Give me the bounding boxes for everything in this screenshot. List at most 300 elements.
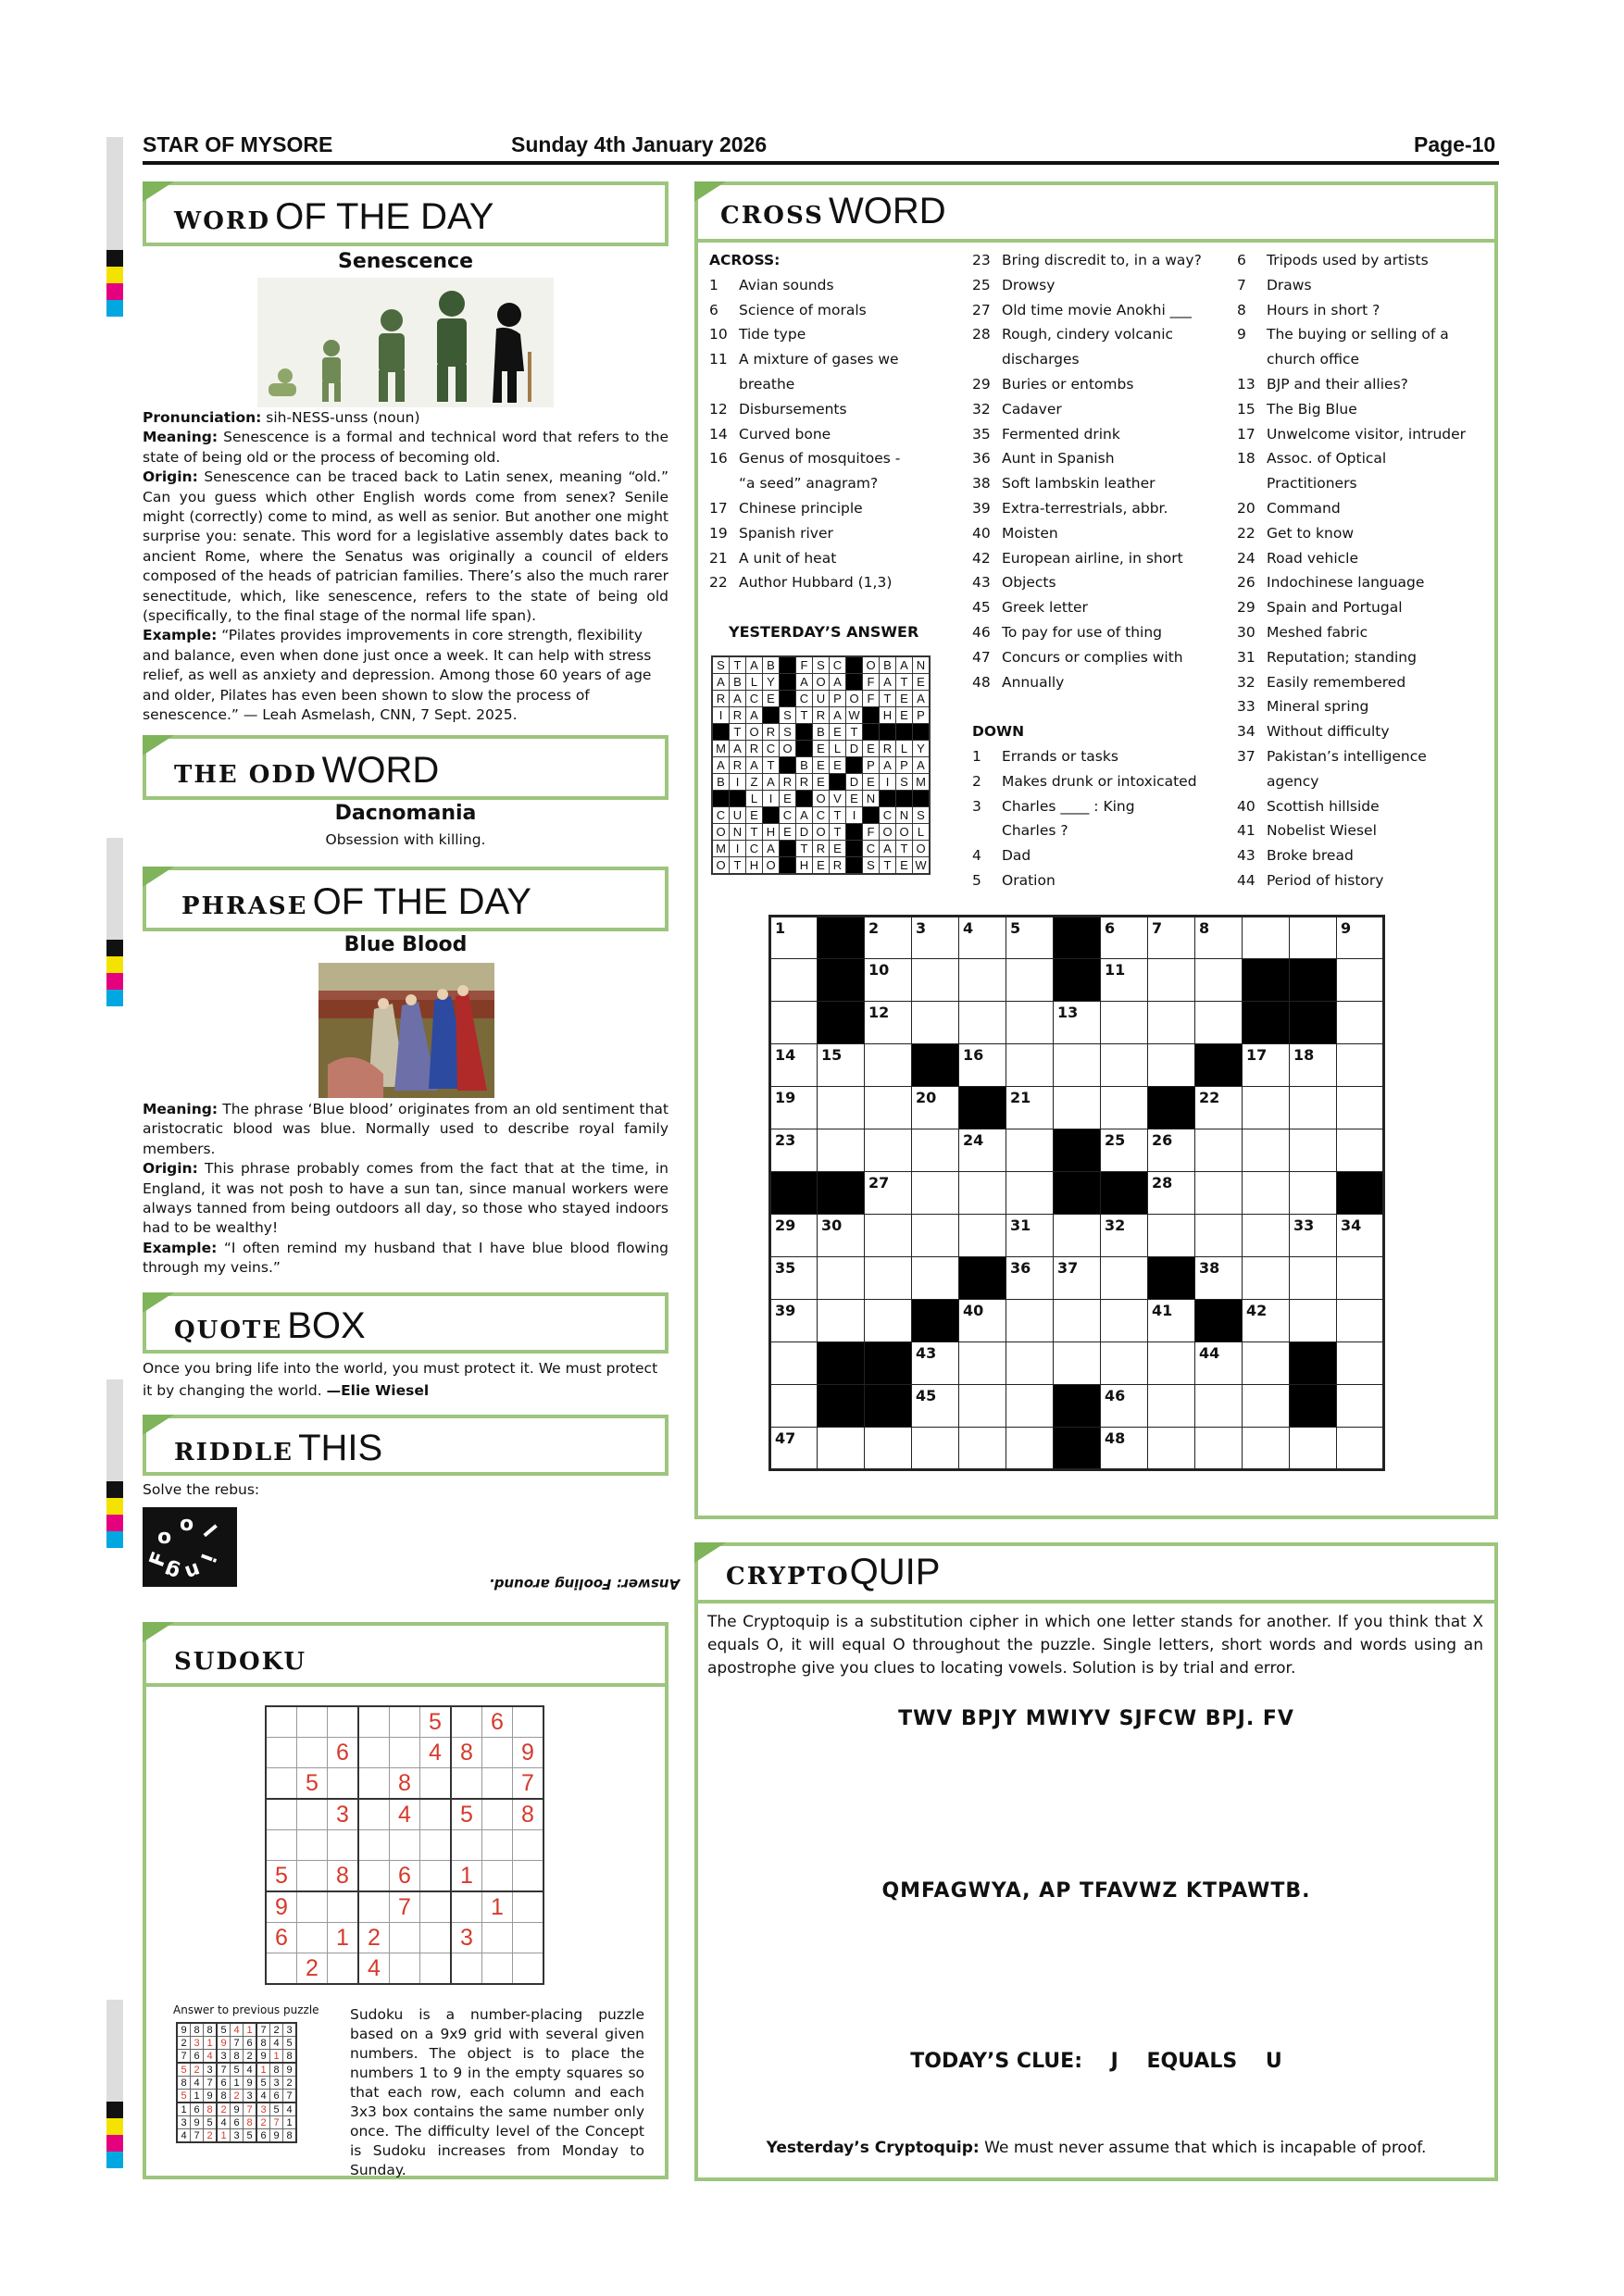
sudoku-cell[interactable]: 4 — [390, 1799, 420, 1830]
clue-row — [1237, 546, 1496, 571]
clue-row — [972, 843, 1222, 868]
sudoku-cell[interactable]: 1 — [451, 1861, 482, 1892]
answer-cell: E — [813, 741, 830, 757]
answer-cell: N — [896, 807, 913, 824]
sudoku-cell[interactable]: 9 — [266, 1891, 297, 1923]
answer-cell: T — [796, 707, 813, 724]
clue-row — [1237, 422, 1496, 447]
sudoku-cell[interactable] — [297, 1923, 328, 1953]
sudoku-cell[interactable] — [266, 1768, 297, 1800]
clue-text: Buries or entombs — [1002, 375, 1134, 393]
clue-number: 4 — [972, 847, 981, 865]
sudoku-cell[interactable] — [390, 1923, 420, 1953]
answer-cell: A — [913, 757, 931, 774]
heading-big: QUIP — [849, 1552, 941, 1592]
cell-number: 2 — [868, 919, 880, 937]
prev-sudoku-cell: 8 — [231, 2050, 244, 2064]
crossword-cell — [1290, 1044, 1337, 1087]
answer-cell: I — [730, 774, 746, 791]
clue-row — [709, 546, 952, 571]
answer-cell: E — [896, 857, 913, 875]
clue-text: Command — [1267, 499, 1341, 517]
sudoku-cell[interactable] — [420, 1891, 452, 1923]
clue-row — [1237, 719, 1496, 744]
clue-row — [972, 248, 1222, 273]
down-label: DOWN — [972, 723, 1025, 741]
crossword-cell — [1148, 1342, 1195, 1385]
crossword-black-cell — [1195, 1300, 1243, 1342]
heading-big: BOX — [287, 1305, 366, 1346]
cell-number: 32 — [1105, 1217, 1126, 1234]
answer-black-cell — [763, 807, 780, 824]
clue-row — [972, 744, 1222, 769]
across-clues-cont — [972, 248, 1222, 893]
clue-number — [972, 347, 1002, 372]
answer-black-cell — [846, 857, 863, 875]
crossword-cell — [959, 1428, 1006, 1470]
sudoku-cell[interactable]: 7 — [513, 1768, 544, 1800]
cell-number: 43 — [916, 1344, 937, 1362]
clue-number: 44 — [1237, 871, 1255, 889]
sudoku-cell[interactable] — [297, 1706, 328, 1738]
answer-cell: M — [712, 741, 730, 757]
answer-cell: E — [830, 841, 846, 857]
answer-cell: E — [813, 757, 830, 774]
prev-sudoku-cell: 9 — [177, 2023, 191, 2037]
clue-text: Scottish hillside — [1267, 797, 1380, 815]
clue-row — [972, 422, 1222, 447]
crossword-cell — [770, 1129, 818, 1172]
clue-text: Pakistan’s intelligence — [1267, 747, 1427, 765]
crossword-cell — [1337, 1087, 1384, 1129]
sudoku-description: Sudoku is a number-placing puzzle based on a 9x9 grid with several given numbers. The object is to place the numbers 1 to 9 in the empty squares so that each row, each column and each 3x3 box contains the same number only once. The difficulty level of the Concept is Sudoku increases from Monday to Sunday. — [350, 2006, 644, 2178]
answer-cell: O — [712, 857, 730, 875]
sudoku-cell[interactable] — [451, 1830, 482, 1861]
sudoku-cell[interactable] — [328, 1706, 359, 1738]
answer-cell: O — [880, 824, 896, 841]
clue-number: 22 — [1237, 524, 1255, 542]
crossword-cell — [1337, 1385, 1384, 1428]
crossword-cell — [1337, 1257, 1384, 1300]
sudoku-cell[interactable] — [358, 1706, 390, 1738]
clue-number: 1 — [972, 747, 981, 765]
sudoku-cell[interactable] — [513, 1891, 544, 1923]
answer-cell: A — [763, 841, 780, 857]
answer-cell: A — [796, 807, 813, 824]
answer-cell: C — [813, 807, 830, 824]
sudoku-cell[interactable]: 8 — [513, 1799, 544, 1830]
sudoku-cell[interactable]: 6 — [390, 1861, 420, 1892]
answer-cell: P — [896, 757, 913, 774]
answer-cell: Y — [763, 674, 780, 691]
sudoku-cell[interactable] — [482, 1799, 513, 1830]
clue-number: 47 — [972, 648, 991, 666]
cell-number: 12 — [868, 1004, 890, 1021]
answer-cell: O — [896, 824, 913, 841]
prev-sudoku-cell: 9 — [256, 2050, 270, 2064]
clue-number — [709, 471, 739, 496]
answer-black-cell — [712, 791, 730, 807]
answer-cell: B — [796, 757, 813, 774]
crossword-cell — [1243, 917, 1290, 959]
crossword-cell — [1101, 1385, 1148, 1428]
sudoku-cell[interactable] — [513, 1830, 544, 1861]
sudoku-cell[interactable] — [451, 1706, 482, 1738]
sudoku-cell[interactable]: 9 — [513, 1738, 544, 1768]
crossword-cell — [1054, 1044, 1101, 1087]
sudoku-cell[interactable] — [451, 1953, 482, 1985]
sudoku-cell[interactable] — [390, 1830, 420, 1861]
yesterday-answer-grid — [711, 655, 931, 875]
sudoku-cell[interactable] — [297, 1799, 328, 1830]
sudoku-cell[interactable]: 5 — [451, 1799, 482, 1830]
clue-text: Objects — [1002, 574, 1056, 592]
answer-black-cell — [863, 724, 880, 741]
prev-sudoku-cell: 7 — [191, 2129, 204, 2143]
prev-sudoku-cell: 7 — [231, 2037, 244, 2050]
sudoku-cell[interactable] — [358, 1861, 390, 1892]
crossword-cell — [1243, 1385, 1290, 1428]
sudoku-cell[interactable]: 5 — [266, 1861, 297, 1892]
answer-cell: T — [730, 857, 746, 875]
crossword-cell — [865, 1428, 912, 1470]
answer-black-cell — [896, 724, 913, 741]
sudoku-cell[interactable] — [297, 1738, 328, 1768]
clue-number: 48 — [972, 673, 991, 691]
sudoku-cell[interactable] — [482, 1768, 513, 1800]
cell-number: 17 — [1246, 1046, 1268, 1064]
sudoku-cell[interactable]: 8 — [390, 1768, 420, 1800]
sudoku-cell[interactable] — [358, 1768, 390, 1800]
sudoku-cell[interactable] — [420, 1923, 452, 1953]
sudoku-cell[interactable] — [390, 1706, 420, 1738]
meaning: Senescence is a formal and technical word that refers to the state of being old or the process of becoming old. — [143, 429, 668, 466]
prev-sudoku-cell: 5 — [256, 2077, 270, 2090]
prev-sudoku-cell: 9 — [204, 2090, 218, 2103]
crossword-black-cell — [818, 1002, 865, 1044]
sudoku-cell[interactable]: 3 — [451, 1923, 482, 1953]
clue-text: Charles ____ : King — [1002, 797, 1135, 815]
odd-word: Dacnomania — [334, 802, 477, 825]
clue-text: Oration — [1002, 871, 1056, 889]
sudoku-cell[interactable] — [266, 1706, 297, 1738]
prev-sudoku-cell: 1 — [256, 2063, 270, 2077]
cell-number: 44 — [1199, 1344, 1220, 1362]
sudoku-heading — [143, 1622, 668, 1687]
sudoku-cell[interactable]: 1 — [482, 1891, 513, 1923]
crossword-cell — [1148, 1215, 1195, 1257]
clue-row — [1237, 620, 1496, 645]
answer-cell: E — [913, 674, 931, 691]
sudoku-cell[interactable] — [266, 1738, 297, 1768]
prev-sudoku-cell: 8 — [256, 2037, 270, 2050]
clue-text: Practitioners — [1267, 475, 1357, 493]
clue-number: 33 — [1237, 698, 1255, 716]
clue-text: Indochinese language — [1267, 574, 1425, 592]
sudoku-cell[interactable]: 6 — [482, 1706, 513, 1738]
example-label: Example: — [143, 627, 218, 644]
sudoku-cell[interactable] — [266, 1953, 297, 1985]
answer-cell: R — [763, 724, 780, 741]
answer-cell: O — [763, 857, 780, 875]
sudoku-cell[interactable] — [266, 1830, 297, 1861]
cryptoquip-intro: The Cryptoquip is a substitution cipher in which one letter stands for another. If you think that X equals O, it will equal O throughout the puzzle. Single letters, short words and words using an apostrophe give you clues to locating vowels. Solution is by trial and error. — [707, 1613, 1483, 1678]
riddle-prompt: Solve the rebus: — [143, 1481, 260, 1498]
clue-number: 46 — [972, 623, 991, 641]
sudoku-cell[interactable]: 2 — [358, 1923, 390, 1953]
registration-mark — [106, 838, 123, 1014]
clue-text: Assoc. of Optical — [1267, 450, 1387, 468]
crossword-black-cell — [1195, 1044, 1243, 1087]
sudoku-cell[interactable] — [358, 1738, 390, 1768]
clue-number: 16 — [709, 450, 728, 468]
answer-cell: E — [830, 757, 846, 774]
crossword-cell — [770, 1002, 818, 1044]
sudoku-cell[interactable] — [297, 1891, 328, 1923]
sudoku-cell[interactable]: 5 — [297, 1768, 328, 1800]
sudoku-cell[interactable] — [513, 1861, 544, 1892]
sudoku-cell[interactable] — [328, 1830, 359, 1861]
sudoku-cell[interactable] — [451, 1768, 482, 1800]
sudoku-cell[interactable] — [266, 1799, 297, 1830]
sudoku-cell[interactable] — [420, 1953, 452, 1985]
answer-black-cell — [913, 791, 931, 807]
crossword-cell — [959, 1215, 1006, 1257]
sudoku-cell[interactable] — [482, 1953, 513, 1985]
sudoku-cell[interactable] — [328, 1891, 359, 1923]
rebus-letter: i — [194, 1550, 219, 1566]
answer-cell: O — [863, 656, 880, 674]
crossword-cell — [1290, 1300, 1337, 1342]
clue-text: Errands or tasks — [1002, 747, 1118, 765]
sudoku-cell[interactable] — [358, 1891, 390, 1923]
cell-number: 4 — [963, 919, 974, 937]
cell-number: 3 — [916, 919, 927, 937]
sudoku-cell[interactable] — [451, 1891, 482, 1923]
crossword-cell — [770, 959, 818, 1002]
crossword-cell — [1006, 1300, 1054, 1342]
odd-word-meaning: Obsession with killing. — [325, 831, 486, 848]
answer-black-cell — [830, 774, 846, 791]
prev-sudoku-cell: 5 — [177, 2063, 191, 2077]
sudoku-cell[interactable] — [482, 1738, 513, 1768]
prev-sudoku-cell: 5 — [217, 2023, 231, 2037]
registration-mark — [106, 2000, 123, 2176]
rebus-letter: o — [157, 1526, 172, 1549]
prev-sudoku-cell: 4 — [204, 2050, 218, 2064]
prev-sudoku-cell: 4 — [256, 2090, 270, 2103]
meaning-label: Meaning: — [143, 1101, 219, 1117]
prev-sudoku-cell: 2 — [244, 2050, 257, 2064]
answer-cell: E — [896, 691, 913, 707]
crossword-cell — [959, 1044, 1006, 1087]
sudoku-cell[interactable] — [420, 1799, 452, 1830]
crossword-cell — [865, 1257, 912, 1300]
answer-cell: F — [863, 824, 880, 841]
clue-text: Annually — [1002, 673, 1065, 691]
clue-number — [1237, 769, 1267, 794]
crossword-cell — [1243, 1300, 1290, 1342]
sudoku-cell[interactable]: 6 — [266, 1923, 297, 1953]
sudoku-cell[interactable] — [513, 1706, 544, 1738]
clue-number: 12 — [709, 400, 728, 418]
cell-number: 30 — [821, 1217, 843, 1234]
prev-sudoku-cell: 9 — [283, 2063, 297, 2077]
example: “Pilates provides improvements in core strength, flexibility and balance, even when done just once a week. It can help with stress relief, as well as anxiety and depression. Among those 60 years of age and older, Pilates has even been shown to slow the process of senescence.” — Leah Asmelash, CNN, 7 Sept. 2025. — [143, 627, 652, 724]
aging-figures-image — [257, 278, 554, 407]
clue-row — [1237, 496, 1496, 521]
answer-cell: P — [913, 707, 931, 724]
crossword-cell — [865, 1215, 912, 1257]
clue-text: Tide type — [739, 326, 806, 343]
heading-big: WORD — [321, 750, 440, 791]
sudoku-cell[interactable] — [513, 1953, 544, 1985]
crossword-cell — [1101, 1300, 1148, 1342]
sudoku-cell[interactable] — [482, 1830, 513, 1861]
answer-cell: R — [746, 741, 763, 757]
sudoku-cell[interactable] — [297, 1830, 328, 1861]
sudoku-cell[interactable]: 4 — [420, 1738, 452, 1768]
prev-sudoku-cell: 6 — [244, 2037, 257, 2050]
crossword-cell — [818, 1300, 865, 1342]
clue-text: To pay for use of thing — [1002, 623, 1163, 641]
sudoku-cell[interactable] — [328, 1953, 359, 1985]
prev-sudoku-cell: 3 — [191, 2037, 204, 2050]
sudoku-cell[interactable] — [297, 1861, 328, 1892]
crossword-cell — [1243, 1428, 1290, 1470]
answer-cell: L — [896, 741, 913, 757]
crossword-cell — [1006, 1257, 1054, 1300]
clue-row — [1237, 645, 1496, 670]
prev-sudoku-cell: 8 — [217, 2090, 231, 2103]
sudoku-cell[interactable] — [482, 1861, 513, 1892]
crossword-black-cell — [818, 1172, 865, 1215]
clue-row — [972, 298, 1222, 323]
prev-sudoku-cell: 7 — [217, 2063, 231, 2077]
sudoku-cell[interactable]: 7 — [390, 1891, 420, 1923]
clue-number: 30 — [1237, 623, 1255, 641]
answer-black-cell — [846, 656, 863, 674]
sudoku-cell[interactable] — [420, 1830, 452, 1861]
crossword-cell — [1101, 1428, 1148, 1470]
prev-sudoku-cell: 7 — [283, 2090, 297, 2103]
answer-cell: T — [730, 724, 746, 741]
sudoku-cell[interactable]: 2 — [297, 1953, 328, 1985]
answer-black-cell — [763, 707, 780, 724]
word-of-day-word: Senescence — [337, 250, 474, 273]
clue-row — [972, 347, 1222, 372]
crossword-cell — [959, 959, 1006, 1002]
clue-text: Drowsy — [1002, 276, 1056, 293]
header-rule — [143, 161, 1499, 165]
clue-number: 21 — [709, 549, 728, 567]
sudoku-cell[interactable]: 4 — [358, 1953, 390, 1985]
prev-sudoku-cell: 7 — [256, 2023, 270, 2037]
prev-sudoku-cell: 7 — [270, 2116, 283, 2129]
crossword-cell — [1195, 1428, 1243, 1470]
quote-text — [143, 1357, 668, 1402]
clue-number: 2 — [972, 772, 981, 790]
crossword-cell — [1006, 1044, 1054, 1087]
clue-number: 37 — [1237, 747, 1255, 765]
crossword-cell — [1148, 1002, 1195, 1044]
prev-sudoku-cell: 1 — [231, 2077, 244, 2090]
clue-text: discharges — [1002, 351, 1080, 368]
clue-number: 6 — [1237, 252, 1246, 268]
clue-row — [709, 397, 952, 422]
cell-number: 47 — [775, 1429, 796, 1447]
clue-row — [1237, 769, 1496, 794]
down-clues-cont — [1237, 248, 1496, 893]
sudoku-cell[interactable] — [482, 1923, 513, 1953]
prev-sudoku-cell: 3 — [204, 2063, 218, 2077]
sudoku-cell[interactable] — [390, 1953, 420, 1985]
prev-sudoku-cell: 7 — [244, 2103, 257, 2116]
answer-cell: L — [746, 791, 763, 807]
sudoku-cell[interactable]: 6 — [328, 1738, 359, 1768]
prev-sudoku-cell: 6 — [217, 2077, 231, 2090]
crossword-black-cell — [865, 1342, 912, 1385]
sudoku-cell[interactable] — [390, 1738, 420, 1768]
crossword-grid — [768, 915, 1385, 1471]
clue-number: 22 — [709, 574, 728, 592]
clue-number: 35 — [972, 425, 991, 443]
crossword-cell — [818, 1129, 865, 1172]
crossword-cell — [1054, 1087, 1101, 1129]
sudoku-cell[interactable] — [358, 1799, 390, 1830]
answer-black-cell — [913, 724, 931, 741]
clue-number — [709, 372, 739, 397]
crossword-cell — [1148, 1385, 1195, 1428]
clue-text: Curved bone — [739, 425, 831, 443]
sudoku-cell[interactable]: 3 — [328, 1799, 359, 1830]
crossword-cell — [865, 1044, 912, 1087]
heading-small: WORD — [174, 207, 271, 235]
clue-number: 6 — [709, 301, 718, 318]
crossword-cell — [1006, 1129, 1054, 1172]
crossword-black-cell — [770, 1172, 818, 1215]
sudoku-cell[interactable]: 1 — [328, 1923, 359, 1953]
crossword-cell — [912, 1215, 959, 1257]
crossword-cell — [1243, 1044, 1290, 1087]
crossword-black-cell — [1290, 1002, 1337, 1044]
crossword-cell — [1243, 1257, 1290, 1300]
answer-black-cell — [846, 674, 863, 691]
sudoku-cell[interactable] — [420, 1861, 452, 1892]
sudoku-cell[interactable]: 8 — [451, 1738, 482, 1768]
sudoku-cell[interactable]: 8 — [328, 1861, 359, 1892]
sudoku-cell[interactable] — [328, 1768, 359, 1800]
sudoku-cell[interactable] — [513, 1923, 544, 1953]
prev-sudoku-label: Answer to previous puzzle — [173, 2003, 319, 2016]
answer-cell: C — [746, 691, 763, 707]
sudoku-cell[interactable] — [420, 1768, 452, 1800]
clue-row — [1237, 521, 1496, 546]
sudoku-cell[interactable] — [358, 1830, 390, 1861]
clue-row — [972, 496, 1222, 521]
clue-text: Author Hubbard (1,3) — [739, 574, 893, 592]
prev-sudoku-cell: 6 — [270, 2090, 283, 2103]
crossword-black-cell — [1243, 959, 1290, 1002]
clue-row — [1237, 868, 1496, 893]
cell-number: 46 — [1105, 1387, 1126, 1404]
prev-sudoku-cell: 3 — [283, 2023, 297, 2037]
sudoku-cell[interactable]: 5 — [420, 1706, 452, 1738]
answer-cell: I — [846, 807, 863, 824]
crossword-black-cell — [1290, 1342, 1337, 1385]
prev-sudoku-cell: 6 — [191, 2103, 204, 2116]
prev-sudoku-cell: 6 — [256, 2129, 270, 2143]
